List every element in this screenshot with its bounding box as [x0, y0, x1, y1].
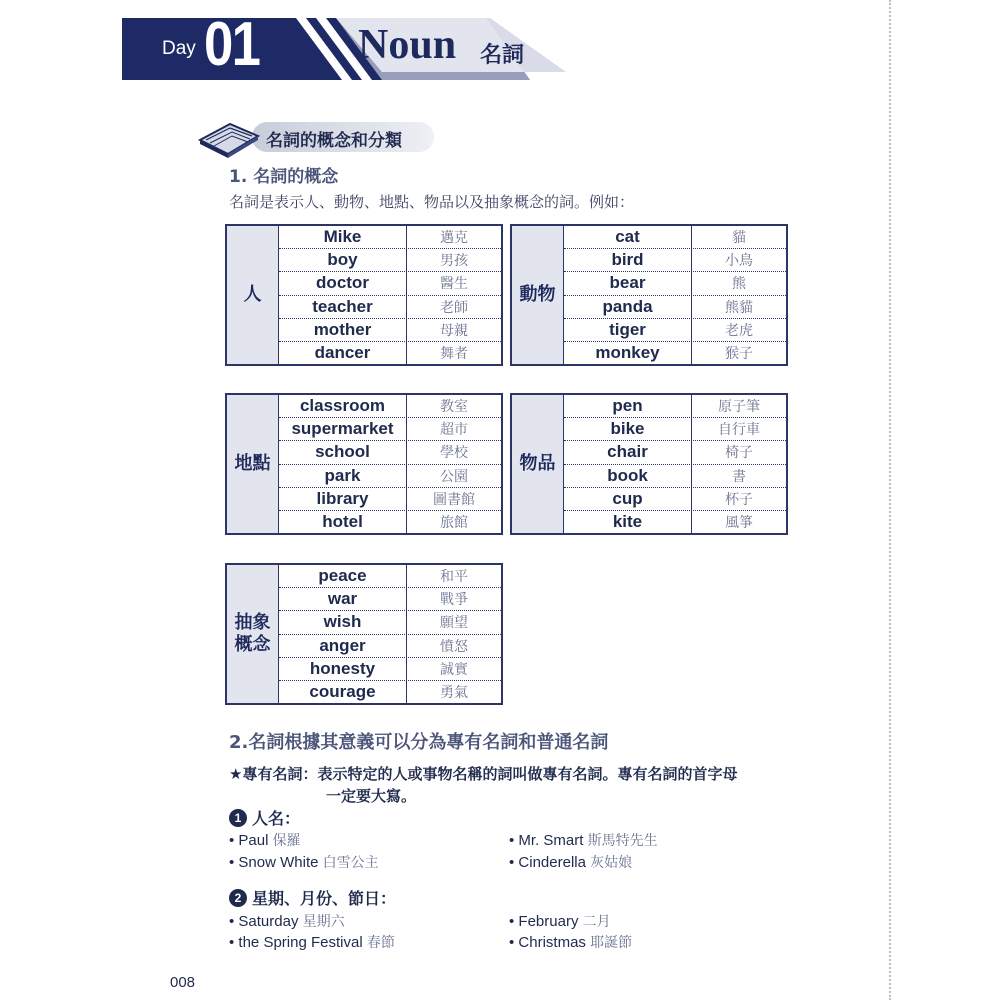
list-item	[509, 830, 658, 850]
word-en: teacher	[279, 296, 407, 318]
table-row	[564, 226, 786, 249]
table-row	[564, 441, 786, 464]
table-row	[279, 681, 501, 703]
table-row	[564, 272, 786, 295]
table-row	[564, 511, 786, 533]
day-label: Day	[162, 38, 196, 59]
word-en: bear	[564, 272, 692, 294]
table-row	[279, 272, 501, 295]
proper-noun-definition: ★專有名詞：表示特定的人或事物名稱的詞叫做專有名詞。專有名詞的首字母	[229, 765, 738, 783]
word-zh: 戰爭	[440, 592, 468, 609]
chapter-title: Noun	[358, 22, 457, 68]
item-en: • February	[509, 913, 579, 930]
word-en: honesty	[279, 658, 407, 680]
word-zh: 老虎	[725, 322, 753, 339]
table-places	[225, 393, 503, 535]
word-en: school	[279, 441, 407, 463]
word-en: boy	[279, 249, 407, 271]
table-row	[279, 588, 501, 611]
list-item	[509, 852, 632, 872]
word-zh: 椅子	[725, 445, 753, 462]
number-badge: 2	[229, 889, 247, 907]
table-row	[279, 488, 501, 511]
word-en: supermarket	[279, 418, 407, 440]
word-zh: 醫生	[440, 276, 468, 293]
word-en: doctor	[279, 272, 407, 294]
item-zh: 二月	[582, 914, 611, 930]
table-row	[564, 319, 786, 342]
word-en: cat	[564, 226, 692, 248]
section-heading	[196, 118, 436, 158]
word-zh: 公園	[440, 468, 468, 485]
word-en: wish	[279, 611, 407, 633]
item-en: • Mr. Smart	[509, 832, 584, 849]
table-row	[279, 611, 501, 634]
table-row	[564, 465, 786, 488]
table-row	[279, 226, 501, 249]
item-zh: 白雪公主	[322, 855, 379, 871]
table-row	[279, 658, 501, 681]
table-objects	[510, 393, 788, 535]
word-zh: 和平	[440, 569, 468, 586]
word-en: bike	[564, 418, 692, 440]
item-en: • Saturday	[229, 913, 299, 930]
table-row	[279, 441, 501, 464]
word-en: hotel	[279, 511, 407, 533]
list-item	[509, 932, 632, 952]
list-item	[229, 911, 345, 931]
chapter-title-zh: 名詞	[480, 43, 525, 68]
item-zh: 保羅	[272, 833, 301, 849]
item-zh: 斯馬特先生	[587, 833, 658, 849]
item-zh: 耶誕節	[590, 935, 633, 951]
table-row	[564, 418, 786, 441]
table-row	[279, 249, 501, 272]
list-item	[509, 911, 611, 931]
group-title: 星期、月份、節日：	[252, 889, 397, 908]
word-zh: 風箏	[725, 514, 753, 531]
table-row	[279, 418, 501, 441]
item-en: • the Spring Festival	[229, 934, 363, 951]
word-en: mother	[279, 319, 407, 341]
word-zh: 書	[732, 468, 746, 485]
day-number: 01	[204, 10, 260, 79]
word-zh: 邁克	[440, 230, 468, 247]
word-zh: 旅館	[440, 514, 468, 531]
table-row	[279, 319, 501, 342]
word-zh: 教室	[440, 399, 468, 416]
category-cell: 物品	[512, 395, 564, 533]
word-en: book	[564, 465, 692, 487]
word-zh: 圖書館	[433, 491, 475, 508]
word-en: Mike	[279, 226, 407, 248]
word-zh: 舞者	[440, 345, 468, 362]
category-line: 抽象	[234, 612, 271, 634]
item-en: • Cinderella	[509, 854, 586, 871]
word-zh: 誠實	[440, 661, 468, 678]
word-zh: 願望	[440, 615, 468, 632]
item-zh: 春節	[366, 935, 395, 951]
number-badge: 1	[229, 809, 247, 827]
table-row	[564, 488, 786, 511]
table-row	[564, 249, 786, 272]
word-zh: 母親	[440, 322, 468, 339]
word-en: panda	[564, 296, 692, 318]
table-row	[279, 296, 501, 319]
word-zh: 原子筆	[718, 399, 760, 416]
table-row	[564, 342, 786, 364]
word-en: anger	[279, 635, 407, 657]
section-heading-text: 名詞的概念和分類	[266, 131, 402, 151]
word-en: dancer	[279, 342, 407, 364]
item-en: • Christmas	[509, 934, 586, 951]
word-en: cup	[564, 488, 692, 510]
table-abstract	[225, 563, 503, 705]
word-zh: 學校	[440, 445, 468, 462]
word-zh: 憤怒	[440, 638, 468, 655]
item-en: • Snow White	[229, 854, 319, 871]
word-zh: 小鳥	[725, 253, 753, 270]
table-animals	[510, 224, 788, 366]
table-row	[564, 395, 786, 418]
word-zh: 自行車	[718, 422, 760, 439]
word-zh: 熊	[732, 276, 746, 293]
word-en: chair	[564, 441, 692, 463]
table-row	[279, 565, 501, 588]
item-en: • Paul	[229, 832, 269, 849]
table-row	[279, 342, 501, 364]
item-zh: 星期六	[302, 914, 345, 930]
page-number: 008	[170, 974, 196, 991]
word-en: classroom	[279, 395, 407, 417]
category-cell: 動物	[512, 226, 564, 364]
word-en: tiger	[564, 319, 692, 341]
word-zh: 杯子	[725, 491, 753, 508]
proper-noun-definition-cont: 一定要大寫。	[326, 787, 417, 805]
table-row	[279, 395, 501, 418]
word-en: pen	[564, 395, 692, 417]
list-item	[229, 852, 379, 872]
word-zh: 熊貓	[725, 299, 753, 316]
table-row	[564, 296, 786, 319]
word-zh: 男孩	[440, 253, 468, 270]
word-en: peace	[279, 565, 407, 587]
table-row	[279, 465, 501, 488]
word-zh: 貓	[732, 230, 746, 247]
open-book-icon	[196, 118, 266, 158]
category-cell: 地點	[227, 395, 279, 533]
group-personal-names	[229, 806, 300, 829]
word-zh: 勇氣	[440, 684, 468, 701]
table-row	[279, 635, 501, 658]
word-zh: 老師	[440, 299, 468, 316]
group-days-months-holidays	[229, 886, 396, 909]
intro-text: 名詞是表示人、動物、地點、物品以及抽象概念的詞。例如：	[229, 193, 635, 211]
binding-line	[889, 0, 891, 1000]
word-en: monkey	[564, 342, 692, 364]
list-item	[229, 830, 301, 850]
word-en: war	[279, 588, 407, 610]
word-en: courage	[279, 681, 407, 703]
word-en: kite	[564, 511, 692, 533]
group-title: 人名：	[252, 809, 301, 828]
word-en: bird	[564, 249, 692, 271]
word-zh: 猴子	[725, 345, 753, 362]
item-zh: 灰姑娘	[590, 855, 633, 871]
category-cell	[227, 565, 279, 703]
subtitle-noun-concept: 1. 名詞的概念	[229, 167, 339, 187]
word-en: park	[279, 465, 407, 487]
word-zh: 超市	[440, 422, 468, 439]
category-line: 概念	[234, 634, 271, 655]
table-row	[279, 511, 501, 533]
category-cell: 人	[227, 226, 279, 364]
list-item	[229, 932, 395, 952]
table-people	[225, 224, 503, 366]
section2-heading: 2.名詞根據其意義可以分為專有名詞和普通名詞	[229, 732, 609, 753]
word-en: library	[279, 488, 407, 510]
